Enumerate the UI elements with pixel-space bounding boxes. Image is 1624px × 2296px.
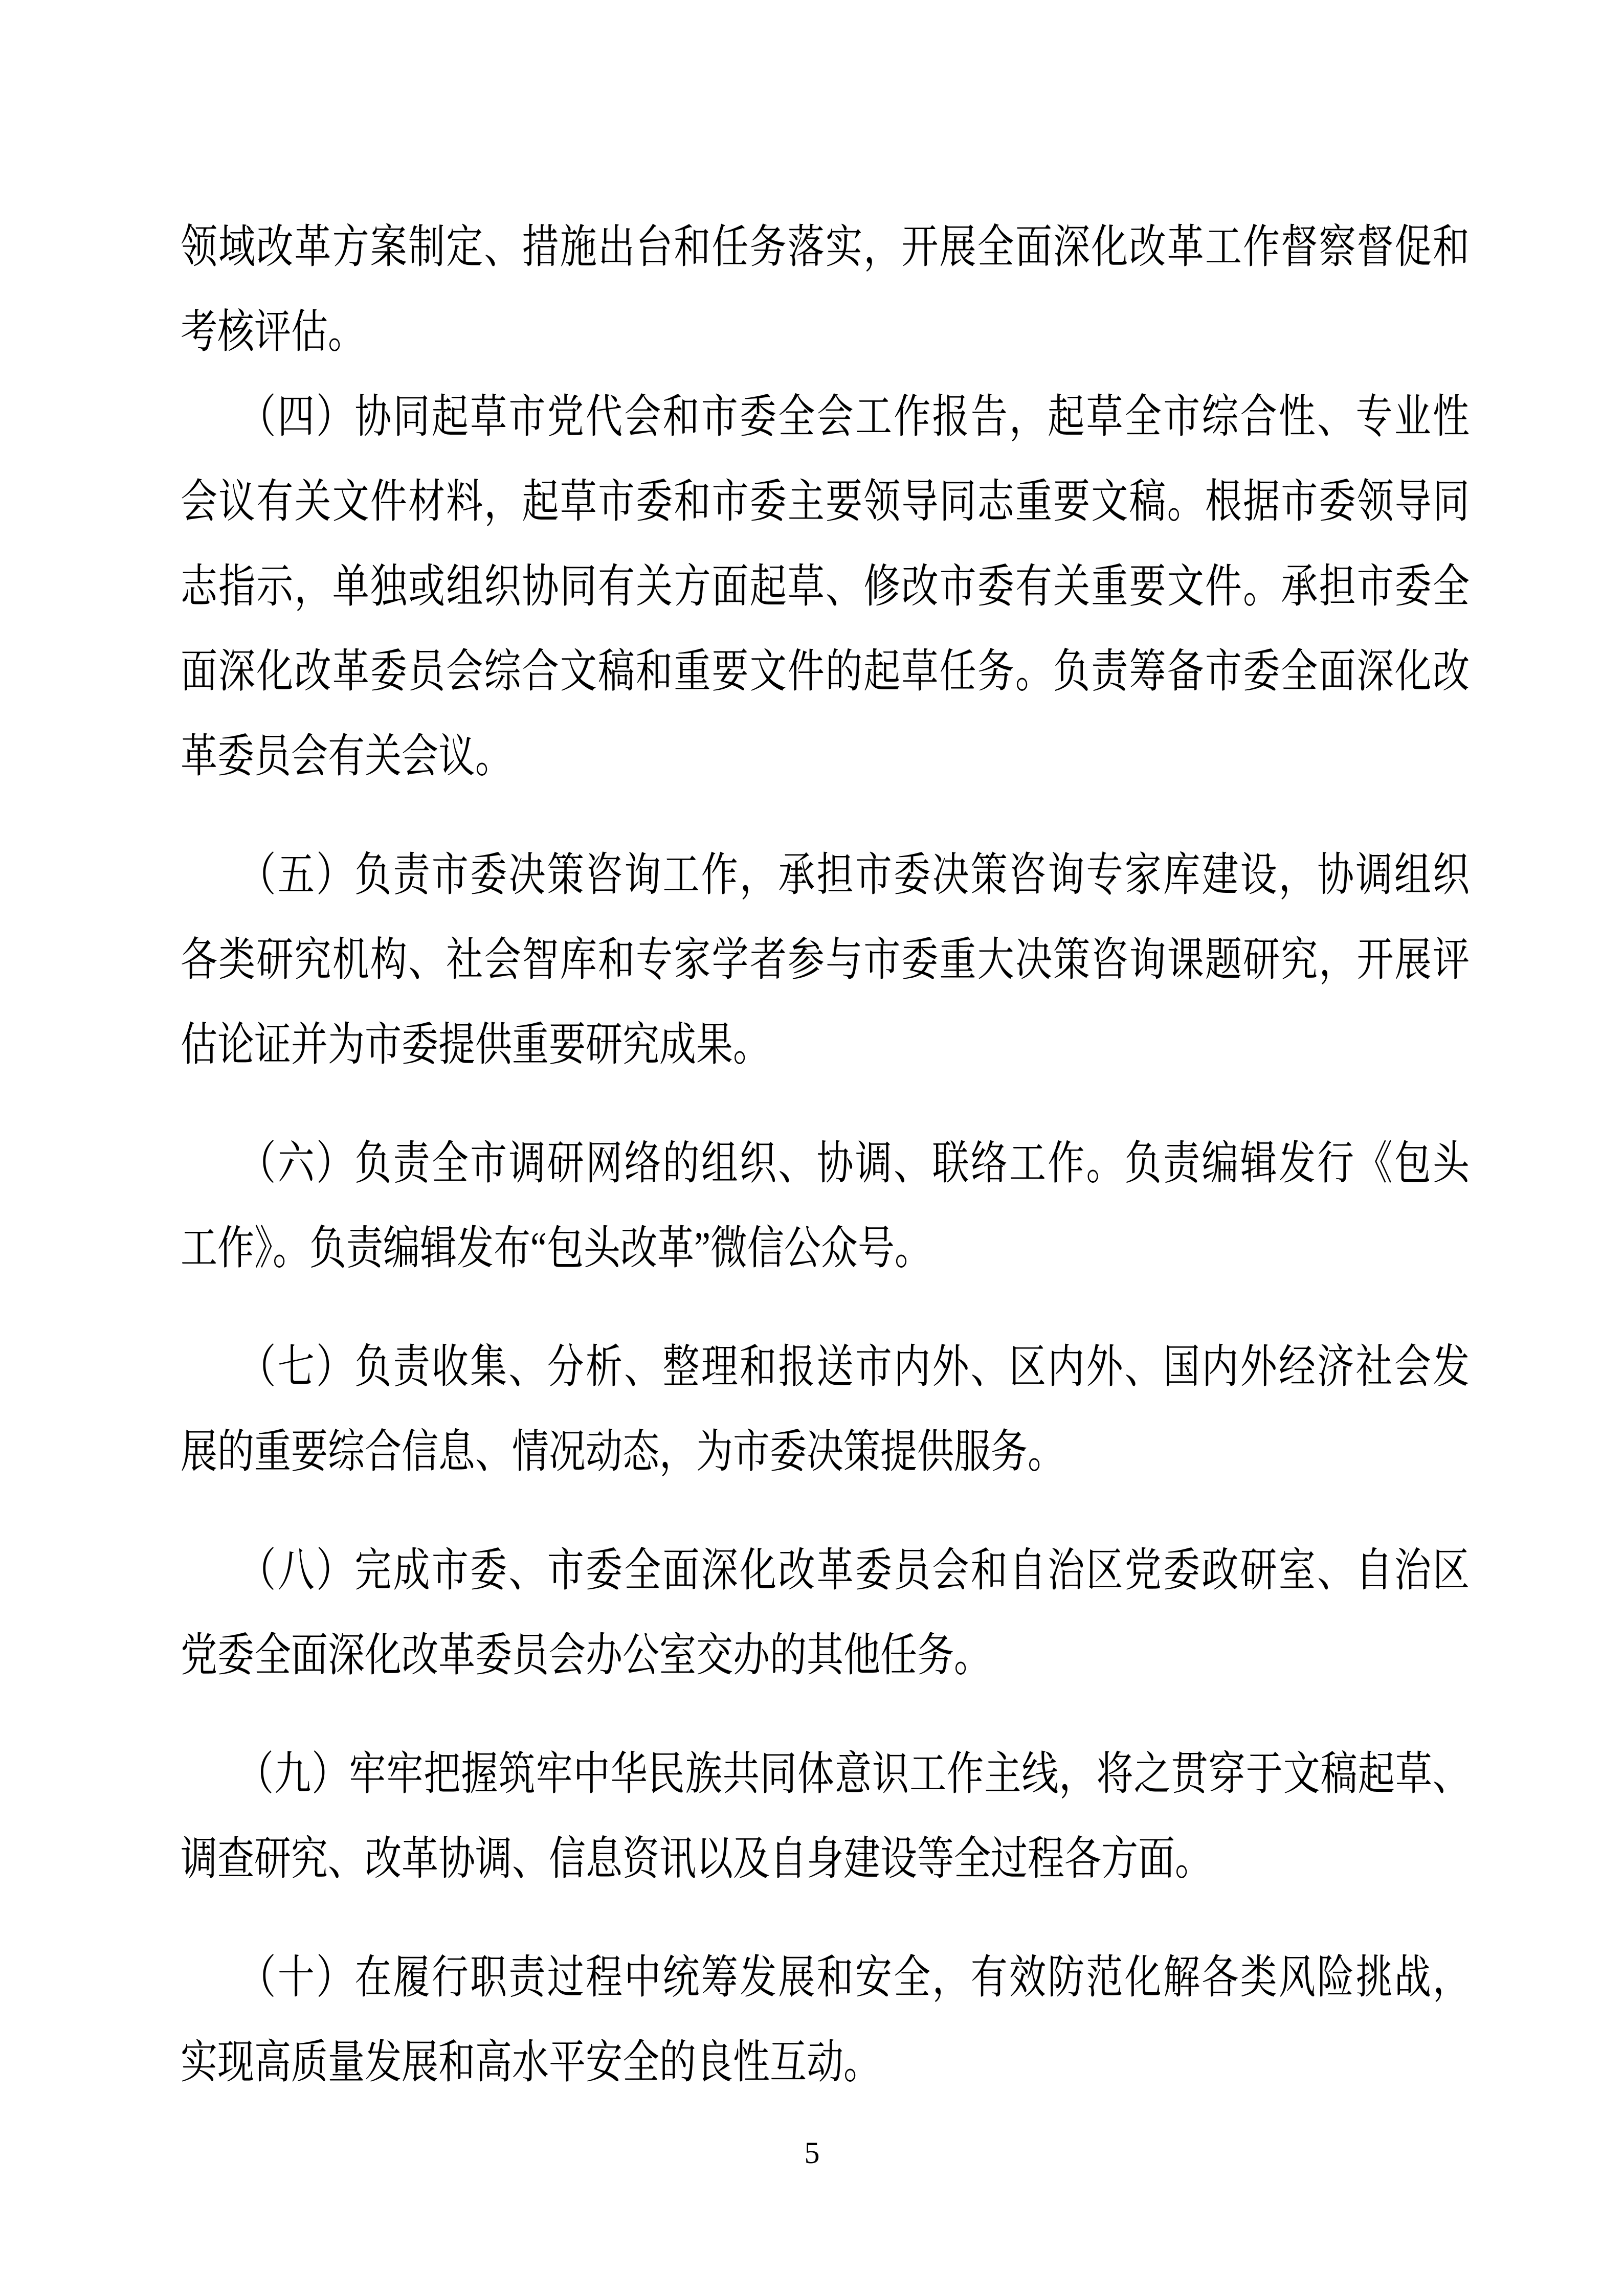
text-line: 面深化改革委员会综合文稿和重要文件的起草任务。负责筹备市委全面深化改 — [181, 646, 1470, 697]
text-line: （五）负责市委决策咨询工作，承担市委决策咨询专家库建设，协调组织 — [181, 849, 1470, 901]
paragraph-item-6 — [181, 1121, 1470, 1291]
text-line: 展的重要综合信息、情况动态，为市委决策提供服务。 — [181, 1426, 1065, 1477]
text-line: （八）完成市委、市委全面深化改革委员会和自治区党委政研室、自治区 — [181, 1545, 1470, 1596]
text-line: 调查研究、改革协调、信息资讯以及自身建设等全过程各方面。 — [181, 1833, 1212, 1884]
text-line: （六）负责全市调研网络的组织、协调、联络工作。负责编辑发行《包头 — [181, 1138, 1470, 1189]
paragraph-item-7 — [181, 1324, 1470, 1494]
text-line: 党委全面深化改革委员会办公室交办的其他任务。 — [181, 1630, 991, 1681]
paragraph-item-10 — [181, 1935, 1470, 2105]
text-line: （十）在履行职责过程中统筹发展和安全，有效防范化解各类风险挑战， — [181, 1952, 1470, 2003]
page-number: 5 — [804, 2136, 820, 2170]
text-line: 估论证并为市委提供重要研究成果。 — [181, 1019, 770, 1070]
text-line: 实现高质量发展和高水平安全的良性互动。 — [181, 2037, 881, 2088]
text-line: 考核评估。 — [181, 306, 365, 357]
paragraph-continuation — [181, 205, 1470, 374]
text-line: 工作》。负责编辑发布“包头改革”微信公众号。 — [181, 1223, 931, 1274]
paragraph-item-8 — [181, 1528, 1470, 1698]
text-line: 志指示，单独或组织协同有关方面起草、修改市委有关重要文件。承担市委全 — [181, 561, 1470, 612]
text-line: （七）负责收集、分析、整理和报送市内外、区内外、国内外经济社会发 — [181, 1341, 1470, 1392]
text-line: 会议有关文件材料，起草市委和市委主要领导同志重要文稿。根据市委领导同 — [181, 476, 1470, 527]
paragraph-item-5 — [181, 832, 1470, 1087]
text-line: 领域改革方案制定、措施出台和任务落实，开展全面深化改革工作督察督促和 — [181, 221, 1470, 273]
text-line: 各类研究机构、社会智库和专家学者参与市委重大决策咨询课题研究，开展评 — [181, 934, 1470, 985]
text-line: （九）牢牢把握筑牢中华民族共同体意识工作主线，将之贯穿于文稿起草、 — [181, 1748, 1470, 1799]
document-body — [181, 205, 1470, 2105]
paragraph-item-9 — [181, 1731, 1470, 1901]
paragraph-item-4 — [181, 374, 1470, 799]
text-line: （四）协同起草市党代会和市委全会工作报告，起草全市综合性、专业性 — [181, 391, 1470, 442]
text-line: 革委员会有关会议。 — [181, 731, 513, 782]
